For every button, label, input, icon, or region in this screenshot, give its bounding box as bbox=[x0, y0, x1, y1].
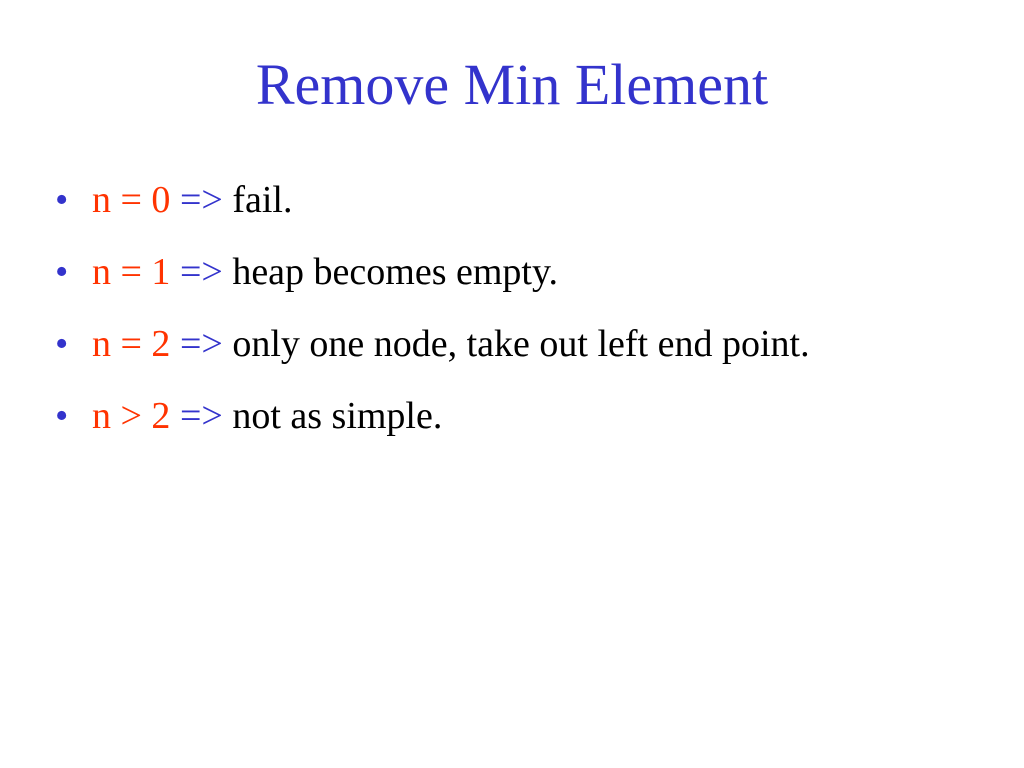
bullet-arrow: => bbox=[179, 323, 223, 365]
bullet-arrow: => bbox=[179, 179, 223, 221]
bullet-condition: n = 2 bbox=[92, 323, 171, 365]
slide-title: Remove Min Element bbox=[255, 52, 769, 117]
bullet-condition: n = 0 bbox=[92, 179, 171, 221]
bullet-dot-icon: • bbox=[55, 323, 69, 365]
list-item bbox=[55, 316, 810, 388]
bullet-list bbox=[55, 172, 810, 460]
list-item bbox=[55, 172, 810, 244]
bullet-result: not as simple. bbox=[232, 395, 443, 437]
bullet-arrow: => bbox=[179, 251, 223, 293]
bullet-result: only one node, take out left end point. bbox=[232, 323, 810, 365]
bullet-result: heap becomes empty. bbox=[232, 251, 559, 293]
bullet-dot-icon: • bbox=[55, 179, 69, 221]
bullet-result: fail. bbox=[232, 179, 293, 221]
bullet-condition: n = 1 bbox=[92, 251, 171, 293]
bullet-condition: n > 2 bbox=[92, 395, 171, 437]
bullet-dot-icon: • bbox=[55, 395, 69, 437]
list-item bbox=[55, 244, 810, 316]
bullet-arrow: => bbox=[179, 395, 223, 437]
list-item bbox=[55, 388, 810, 460]
bullet-dot-icon: • bbox=[55, 251, 69, 293]
